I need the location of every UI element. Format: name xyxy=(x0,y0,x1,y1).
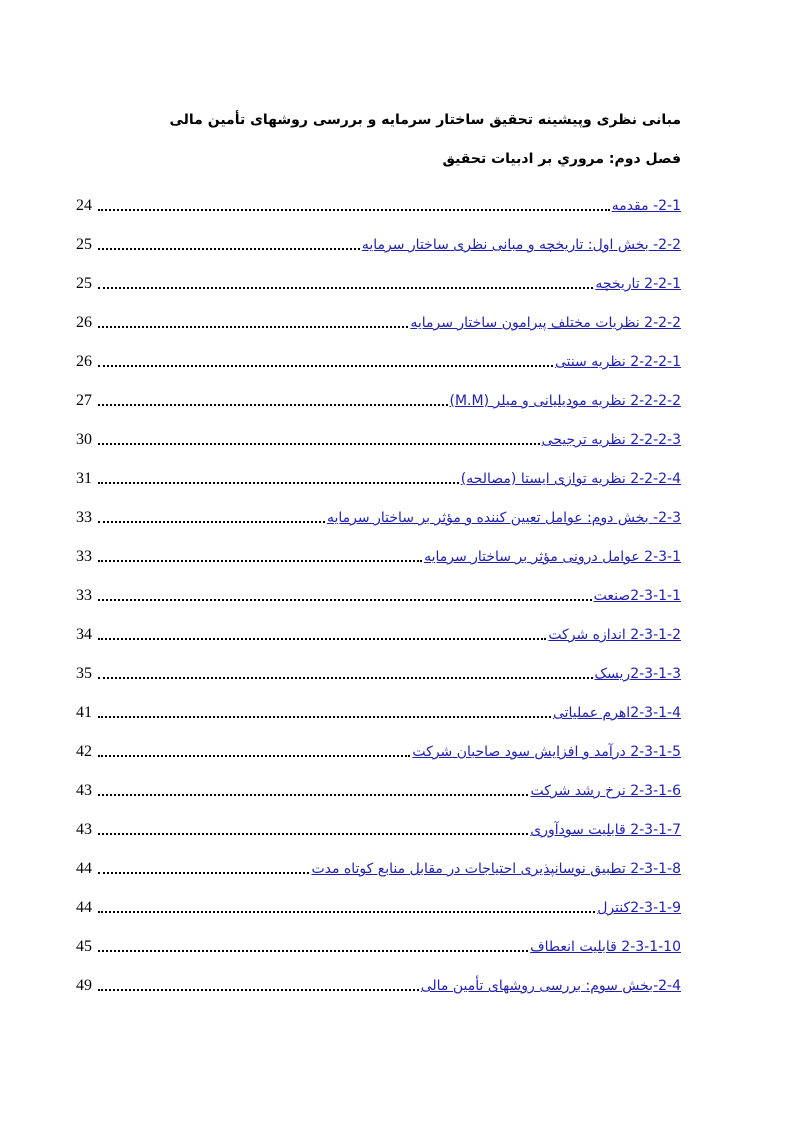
toc-row xyxy=(76,424,681,463)
toc-row xyxy=(76,502,681,541)
toc-dot-leader xyxy=(98,326,408,328)
toc-dot-leader xyxy=(98,209,610,211)
toc-page-number: 35 xyxy=(76,665,92,682)
toc-entry-link[interactable]: 2-3-1-4اهرم عملیاتی xyxy=(552,705,681,721)
toc-page-number: 33 xyxy=(76,587,92,604)
toc-page-number: 34 xyxy=(76,626,92,643)
chapter-heading: فصل دوم: مروري بر ادبيات تحقيق xyxy=(442,151,681,167)
table-of-contents xyxy=(76,190,681,1009)
toc-row xyxy=(76,697,681,736)
toc-line xyxy=(76,428,681,450)
toc-entry-link[interactable]: 2-2-2-3 نظریه ترجیحی xyxy=(541,432,681,448)
toc-entry-link[interactable]: 2-2-2 نظریات مختلف پیرامون ساختار سرمایه xyxy=(410,315,681,331)
toc-line xyxy=(76,350,681,372)
toc-page-number: 44 xyxy=(76,860,92,877)
toc-line xyxy=(76,467,681,489)
toc-entry-link[interactable]: 2-3-1-9کنترل xyxy=(597,900,681,916)
toc-dot-leader xyxy=(98,404,448,406)
toc-dot-leader xyxy=(98,365,553,367)
toc-row xyxy=(76,736,681,775)
toc-dot-leader xyxy=(98,989,419,991)
toc-page-number: 24 xyxy=(76,197,92,214)
toc-row xyxy=(76,658,681,697)
toc-page-number: 26 xyxy=(76,353,92,370)
toc-page-number: 45 xyxy=(76,938,92,955)
toc-row xyxy=(76,268,681,307)
toc-line xyxy=(76,194,681,216)
toc-page-number: 43 xyxy=(76,782,92,799)
toc-page-number: 41 xyxy=(76,704,92,721)
toc-line xyxy=(76,857,681,879)
toc-entry-link[interactable]: 2-3-1-1صنعت xyxy=(593,588,681,604)
toc-row xyxy=(76,970,681,1009)
toc-dot-leader xyxy=(98,911,595,913)
toc-entry-link[interactable]: 2-2-2-4 نظریه توازی ایستا (مصالحه) xyxy=(460,471,681,487)
toc-line xyxy=(76,272,681,294)
toc-line xyxy=(76,701,681,723)
toc-page-number: 49 xyxy=(76,977,92,994)
toc-entry-link[interactable]: 2-3-1 عوامل درونی مؤثر بر ساختار سرمایه xyxy=(424,549,681,565)
toc-page-number: 25 xyxy=(76,236,92,253)
toc-dot-leader xyxy=(98,599,592,601)
toc-dot-leader xyxy=(98,950,528,952)
toc-dot-leader xyxy=(98,638,546,640)
toc-entry-link[interactable]: 2-2-2-1 نظریه سنتی xyxy=(554,354,681,370)
toc-row xyxy=(76,307,681,346)
toc-line xyxy=(76,545,681,567)
toc-page-number: 26 xyxy=(76,314,92,331)
toc-dot-leader xyxy=(98,560,422,562)
toc-entry-link[interactable]: 2-3-1-3ریسک xyxy=(594,666,681,682)
toc-dot-leader xyxy=(98,482,459,484)
toc-line xyxy=(76,662,681,684)
toc-dot-leader xyxy=(98,872,309,874)
toc-line xyxy=(76,623,681,645)
toc-page-number: 27 xyxy=(76,392,92,409)
toc-row xyxy=(76,385,681,424)
toc-entry-link[interactable]: 2-2-2-2 نظریه مودیلیانی و میلر (M.M) xyxy=(449,393,681,409)
toc-line xyxy=(76,974,681,996)
toc-page-number: 33 xyxy=(76,509,92,526)
toc-dot-leader xyxy=(98,833,528,835)
toc-row xyxy=(76,346,681,385)
toc-dot-leader xyxy=(98,443,540,445)
toc-dot-leader xyxy=(98,755,410,757)
toc-dot-leader xyxy=(98,716,551,718)
toc-row xyxy=(76,541,681,580)
toc-row xyxy=(76,814,681,853)
toc-page-number: 43 xyxy=(76,821,92,838)
toc-line xyxy=(76,389,681,411)
toc-entry-link[interactable]: 2-3-1-7 قابلیت سودآوری xyxy=(530,822,681,838)
toc-entry-link[interactable]: 2-3-1-6 نرخ رشد شرکت xyxy=(530,783,681,799)
toc-entry-link[interactable]: 2-3-1-8 تطبیق نوسانپذیری احتیاجات در مقابل منابع کوتاه مدت xyxy=(311,861,681,877)
toc-page-number: 25 xyxy=(76,275,92,292)
toc-entry-link[interactable]: 2-3-1-10 قابلیت انعطاف xyxy=(530,939,681,955)
toc-row xyxy=(76,775,681,814)
toc-page-number: 42 xyxy=(76,743,92,760)
toc-dot-leader xyxy=(98,521,325,523)
toc-page-number: 30 xyxy=(76,431,92,448)
toc-page-number: 44 xyxy=(76,899,92,916)
document-title: مبانی نظری وپیشینه تحقیق ساختار سرمایه و بررسی روشهای تأمین مالی xyxy=(169,112,681,128)
toc-entry-link[interactable]: 2-4-بخش سوم: بررسی روشهای تأمین مالی xyxy=(420,978,681,994)
toc-entry-link[interactable]: 2-3- بخش دوم: عوامل تعیین کننده و مؤثر بر ساختار سرمایه xyxy=(327,510,681,526)
toc-row xyxy=(76,931,681,970)
toc-entry-link[interactable]: 2-2- بخش اول: تاریخچه و مبانی نظری ساختار سرمایه xyxy=(361,237,681,253)
toc-entry-link[interactable]: 2-2-1 تاریخچه xyxy=(595,276,681,292)
toc-line xyxy=(76,584,681,606)
toc-line xyxy=(76,935,681,957)
toc-line xyxy=(76,896,681,918)
toc-row xyxy=(76,580,681,619)
toc-page-number: 33 xyxy=(76,548,92,565)
toc-line xyxy=(76,818,681,840)
toc-row xyxy=(76,853,681,892)
toc-row xyxy=(76,229,681,268)
toc-line xyxy=(76,740,681,762)
toc-dot-leader xyxy=(98,248,360,250)
toc-line xyxy=(76,233,681,255)
toc-entry-link[interactable]: 2-3-1-2 اندازه شرکت xyxy=(548,627,681,643)
toc-row xyxy=(76,463,681,502)
toc-dot-leader xyxy=(98,287,593,289)
toc-row xyxy=(76,892,681,931)
toc-line xyxy=(76,779,681,801)
toc-row xyxy=(76,190,681,229)
toc-dot-leader xyxy=(98,794,528,796)
toc-entry-link[interactable]: 2-1- مقدمه xyxy=(611,198,681,214)
toc-page-number: 31 xyxy=(76,470,92,487)
toc-dot-leader xyxy=(98,677,593,679)
toc-line xyxy=(76,311,681,333)
toc-row xyxy=(76,619,681,658)
toc-entry-link[interactable]: 2-3-1-5 درآمد و افزایش سود صاحبان شرکت xyxy=(412,744,681,760)
toc-line xyxy=(76,506,681,528)
